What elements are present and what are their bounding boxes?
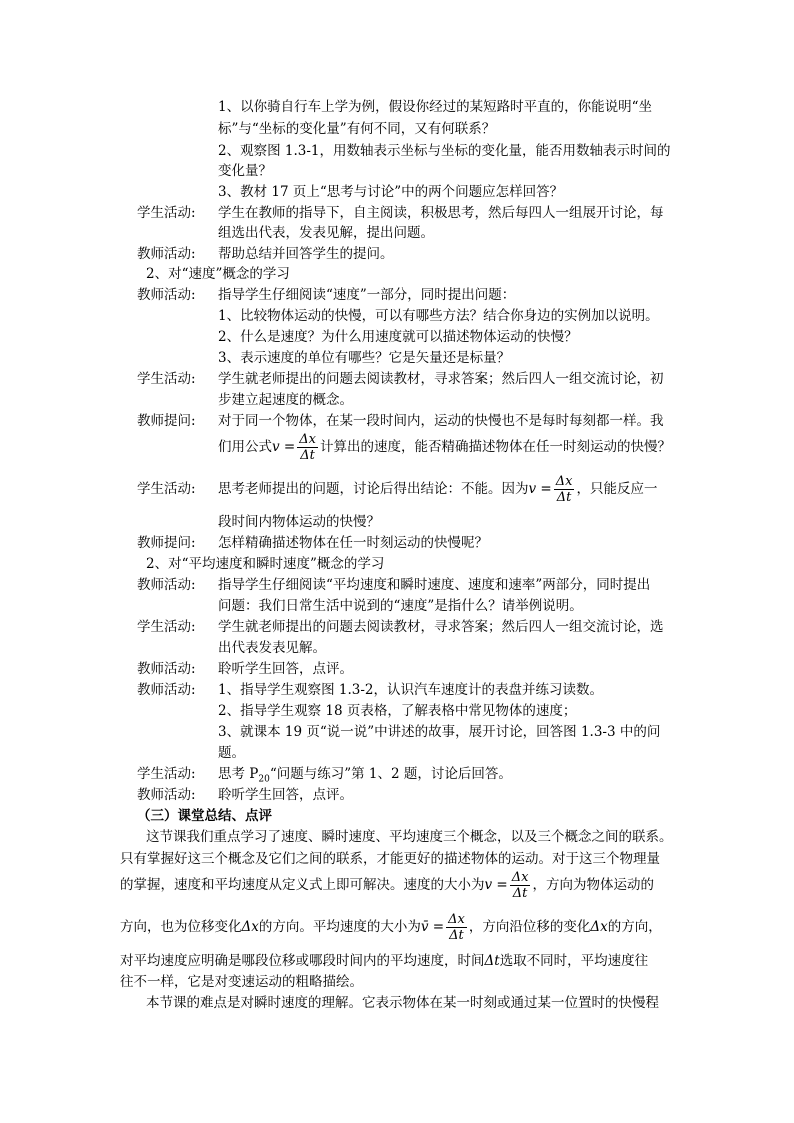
role-label: 教师活动: [137, 577, 196, 593]
student-activity-cont: 出代表发表见解。 [218, 640, 326, 656]
average-velocity-lhs: v̄ = [420, 919, 445, 935]
question-2: 2、观察图 1.3-1，用数轴表示坐标与坐标的变化量，能否用数轴表示时间的 [218, 143, 671, 159]
role-label: 教师活动: [137, 287, 196, 303]
delta-fraction: $\frac{\Delta x}{\Delta t}$ [448, 912, 465, 943]
student-activity-cont: 步建立起速度的概念。 [218, 392, 353, 408]
role-label: 教师提问: [137, 413, 196, 429]
summary-heading: （三）课堂总结、点评 [137, 808, 272, 824]
summary-paragraph: 方向，也为位移变化Δx的方向。平均速度的大小为v̄ = $\frac{\Delta x}{\Delta t}$ ，方向沿位移的变化Δx的方向， [120, 912, 662, 943]
teacher-activity-item: 2、指导学生观察 18 页表格，了解表格中常见物体的速度； [218, 703, 577, 719]
velocity-formula-lhs: v = [272, 439, 296, 455]
delta-fraction: $\frac{\Delta x}{\Delta t}$ [511, 870, 529, 901]
student-activity: 学生活动: 学生就老师提出的问题去阅读教材，寻求答案；然后四人一组交流讨论，初 [137, 371, 664, 387]
teacher-activity: 教师活动: 1、指导学生观察图 1.3-2，认识汽车速度计的表盘并练习读数。 [137, 682, 603, 698]
teacher-activity-cont: 问题：我们日常生活中说到的“速度”是指什么？请举例说明。 [218, 598, 583, 614]
role-label: 教师活动: [137, 246, 196, 262]
teacher-activity: 教师活动: 帮助总结并回答学生的提问。 [137, 246, 394, 262]
question-3: 3、表示速度的单位有哪些？它是矢量还是标量？ [218, 350, 511, 366]
role-label: 学生活动: [137, 481, 196, 497]
summary-paragraph: 对平均速度应明确是哪段位移或哪段时间内的平均速度，时间Δt选取不同时，平均速度往 [120, 953, 649, 969]
role-label: 学生活动: [137, 766, 196, 782]
delta-fraction: $\frac{\Delta x}{\Delta t}$ [555, 474, 573, 505]
student-activity: 学生活动: 学生在教师的指导下，自主阅读，积极思考，然后每四人一组展开讨论，每 [137, 205, 664, 221]
question-2: 2、什么是速度？为什么用速度就可以描述物体运动的快慢？ [218, 329, 578, 345]
question-1-cont: 标”与“坐标的变化量”有何不同，又有何联系？ [218, 121, 496, 137]
role-label: 学生活动: [137, 619, 196, 635]
role-label: 学生活动: [137, 371, 196, 387]
role-label: 教师活动: [137, 661, 196, 677]
student-activity: 学生活动: 思考 $P_{20}“$问题与练习”第 1、2 题，讨论后回答。 [137, 766, 512, 785]
section-heading: 2、对“速度”概念的学习 [146, 266, 290, 282]
velocity-formula-lhs: v = [484, 877, 508, 893]
student-activity-cont: 组选出代表，发表见解，提出问题。 [218, 225, 434, 241]
teacher-question-cont: 们用公式v = $\frac{\Delta x}{\Delta t}$ 计算出的速度，能否精确描述物体在任一时刻运动的快慢？ [218, 432, 671, 463]
role-label: 教师提问: [137, 535, 196, 551]
summary-paragraph: 往不一样，它是对变速运动的粗略描绘。 [120, 974, 363, 990]
teacher-activity: 教师活动: 指导学生仔细阅读“速度”一部分，同时提出问题： [137, 287, 516, 303]
teacher-activity: 教师活动: 指导学生仔细阅读“平均速度和瞬时速度、速度和速率”两部分，同时提出 [137, 577, 651, 593]
teacher-activity-item: 3、就课本 19 页“说一说”中讲述的故事，展开讨论，回答图 1.3-3 中的问 [218, 724, 661, 740]
teacher-activity: 教师活动: 聆听学生回答，点评。 [137, 661, 353, 677]
delta-fraction: $\frac{\Delta x}{\Delta t}$ [299, 432, 316, 463]
teacher-question: 教师提问: 怎样精确描述物体在任一时刻运动的快慢呢？ [137, 535, 488, 551]
role-label: 教师活动: [137, 787, 196, 803]
role-label: 学生活动: [137, 205, 196, 221]
teacher-activity-item-cont: 题。 [218, 745, 245, 761]
question-3: 3、教材 17 页上“思考与讨论”中的两个问题应怎样回答？ [218, 184, 564, 200]
section-heading: 2、对“平均速度和瞬时速度”概念的学习 [146, 556, 385, 572]
summary-paragraph: 本节课的难点是对瞬时速度的理解。它表示物体在某一时刻或通过某一位置时的快慢程 [146, 995, 659, 1011]
teacher-question: 教师提问: 对于同一个物体，在某一段时间内，运动的快慢也不是每时每刻都一样。我 [137, 413, 664, 429]
student-activity-cont: 段时间内物体运动的快慢？ [218, 514, 380, 530]
role-label: 教师活动: [137, 682, 196, 698]
teacher-activity: 教师活动: 聆听学生回答，点评。 [137, 787, 353, 803]
student-activity: 学生活动: 思考老师提出的问题，讨论后得出结论：不能。因为v = $\frac{\Delta x}{\Delta t}$ ，只能反应一 [137, 474, 658, 505]
question-1: 1、比较物体运动的快慢，可以有哪些方法？结合你身边的实例加以说明。 [218, 308, 659, 324]
question-2-cont: 变化量？ [218, 163, 272, 179]
student-activity: 学生活动: 学生就老师提出的问题去阅读教材，寻求答案；然后四人一组交流讨论，选 [137, 619, 664, 635]
summary-paragraph: 的掌握，速度和平均速度从定义式上即可解决。速度的大小为v = $\frac{\Delta x}{\Delta t}$ ，方向为物体运动的 [120, 870, 654, 901]
summary-paragraph: 这节课我们重点学习了速度、瞬时速度、平均速度三个概念，以及三个概念之间的联系。 [146, 829, 673, 845]
velocity-formula-lhs: v = [528, 481, 552, 497]
question-1: 1、以你骑自行车上学为例，假设你经过的某短路时平直的，你能说明“坐 [218, 99, 652, 115]
summary-paragraph: 只有掌握好这三个概念及它们之间的联系，才能更好的描述物体的运动。对于这三个物理量 [120, 851, 660, 867]
